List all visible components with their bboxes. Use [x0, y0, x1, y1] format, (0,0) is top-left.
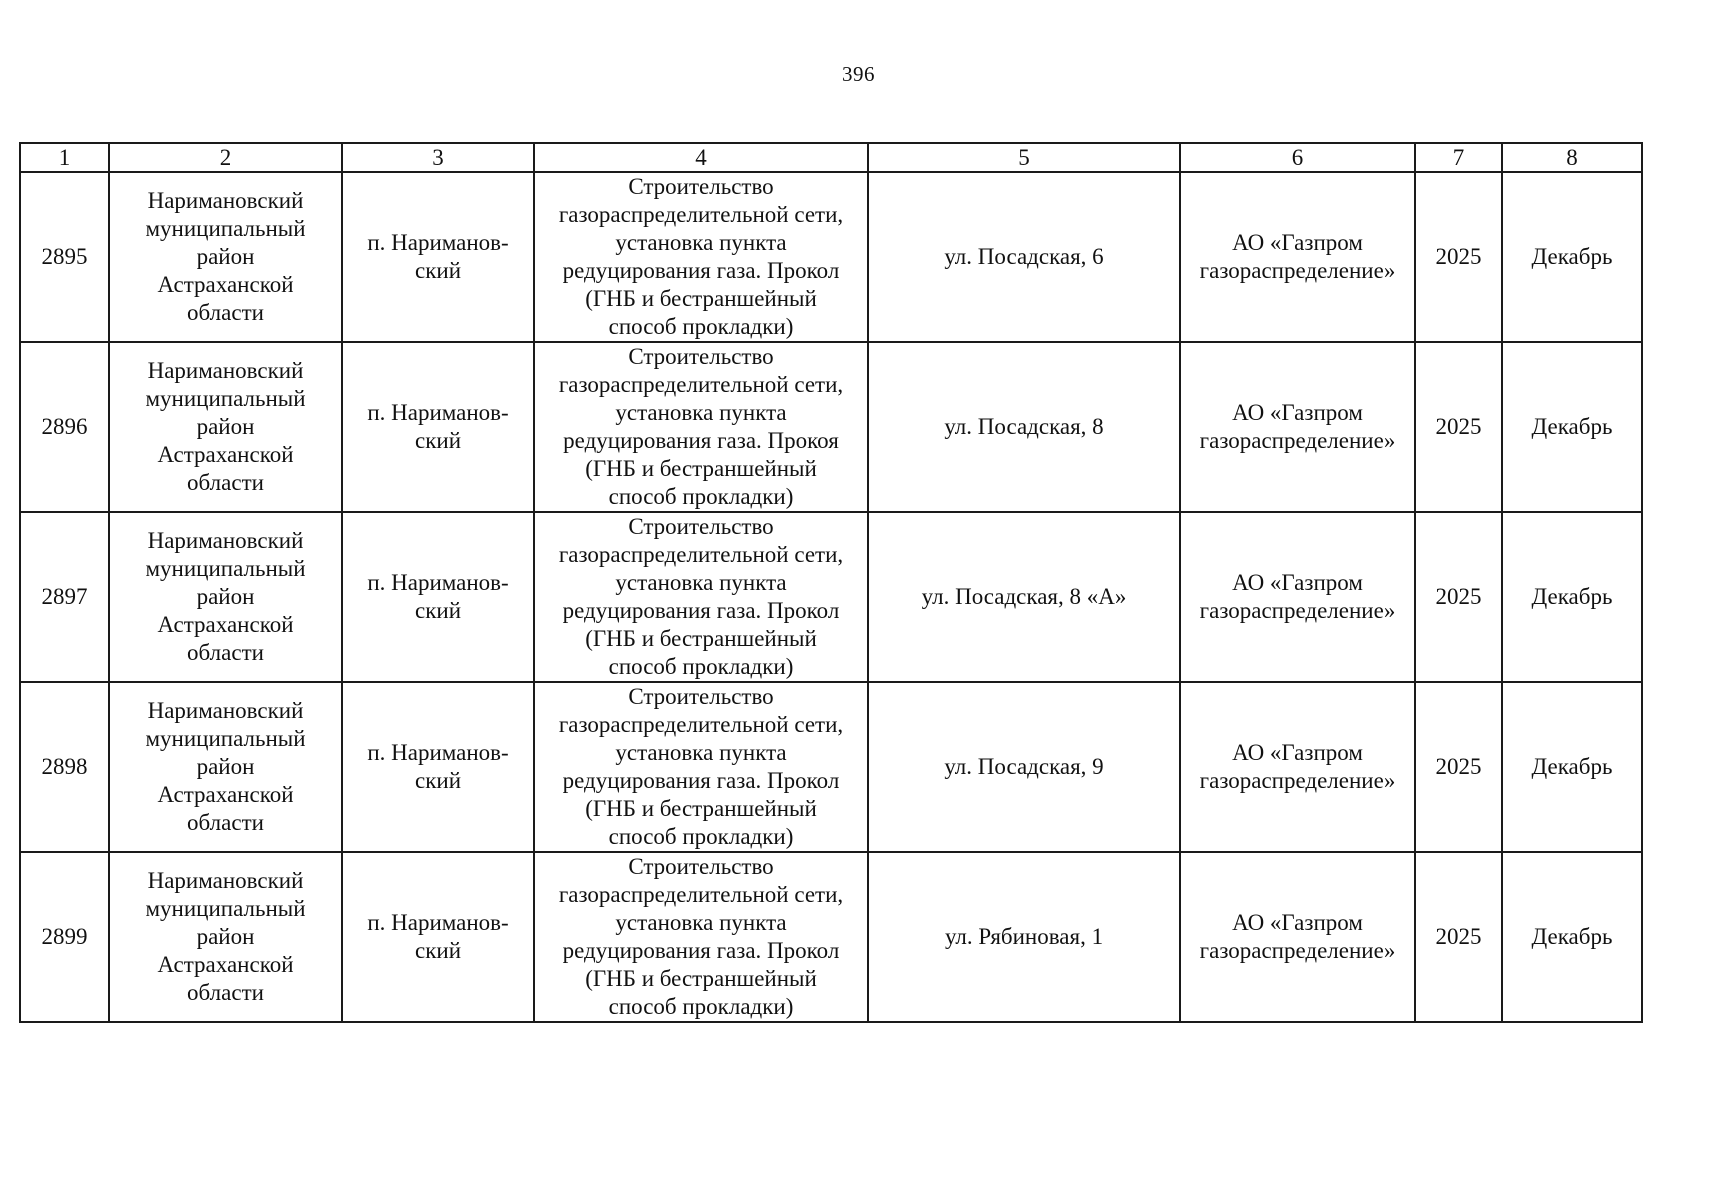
work-description-cell — [534, 512, 868, 682]
work-description-cell — [534, 172, 868, 342]
settlement-cell — [342, 512, 534, 682]
column-header: 3 — [342, 143, 534, 172]
district-cell-line: Наримановский — [147, 698, 304, 723]
district-cell-line: Астраханской — [157, 612, 294, 637]
work-description-cell-line: Строительство — [628, 174, 774, 199]
district-cell — [109, 172, 342, 342]
work-description-cell-line: редуцирования газа. Прокоя — [563, 428, 839, 453]
organization-cell — [1180, 512, 1415, 682]
work-description-cell-line: (ГНБ и бестраншейный — [585, 286, 817, 311]
row-number-cell: 2895 — [20, 172, 109, 342]
settlement-cell — [342, 342, 534, 512]
work-description-cell-line: редуцирования газа. Прокол — [562, 938, 840, 963]
settlement-cell — [342, 682, 534, 852]
table-row — [20, 852, 1642, 1022]
address-cell: ул. Посадская, 8 «А» — [868, 512, 1180, 682]
column-header: 7 — [1415, 143, 1502, 172]
year-cell: 2025 — [1415, 512, 1502, 682]
address-cell: ул. Рябиновая, 1 — [868, 852, 1180, 1022]
settlement-cell-line: п. Нариманов- — [367, 740, 509, 765]
work-description-cell-line: (ГНБ и бестраншейный — [585, 456, 817, 481]
district-cell-line: муниципальный — [145, 726, 306, 751]
work-description-cell — [534, 682, 868, 852]
organization-cell-line: газораспределение» — [1199, 938, 1396, 963]
organization-cell-line: АО «Газпром — [1232, 570, 1363, 595]
work-description-cell-line: газораспределительной сети, — [558, 372, 844, 397]
district-cell-line: Наримановский — [147, 358, 304, 383]
settlement-cell-line: ский — [415, 258, 461, 283]
organization-cell — [1180, 172, 1415, 342]
work-description-cell-line: установка пункта — [615, 230, 787, 255]
settlement-cell — [342, 172, 534, 342]
work-description-cell-line: газораспределительной сети, — [558, 542, 844, 567]
organization-cell-line: АО «Газпром — [1232, 400, 1363, 425]
table-row — [20, 512, 1642, 682]
column-header: 1 — [20, 143, 109, 172]
district-cell-line: Наримановский — [147, 528, 304, 553]
organization-cell — [1180, 682, 1415, 852]
district-cell-line: Астраханской — [157, 272, 294, 297]
organization-cell-line: газораспределение» — [1199, 428, 1396, 453]
organization-cell-line: газораспределение» — [1199, 258, 1396, 283]
district-cell-line: район — [196, 754, 255, 779]
work-description-cell-line: редуцирования газа. Прокол — [562, 258, 840, 283]
row-number-cell: 2899 — [20, 852, 109, 1022]
district-cell-line: район — [196, 924, 255, 949]
column-header: 5 — [868, 143, 1180, 172]
work-description-cell-line: установка пункта — [615, 910, 787, 935]
month-cell: Декабрь — [1502, 512, 1642, 682]
settlement-cell-line: ский — [415, 768, 461, 793]
work-description-cell-line: установка пункта — [615, 570, 787, 595]
work-description-cell-line: Строительство — [628, 344, 774, 369]
district-cell-line: области — [187, 640, 264, 665]
row-number-cell: 2897 — [20, 512, 109, 682]
district-cell — [109, 342, 342, 512]
settlement-cell-line: ский — [415, 428, 461, 453]
month-cell: Декабрь — [1502, 852, 1642, 1022]
organization-cell — [1180, 852, 1415, 1022]
column-header: 4 — [534, 143, 868, 172]
settlement-cell-line: ский — [415, 938, 461, 963]
settlement-cell-line: п. Нариманов- — [367, 400, 509, 425]
column-header: 2 — [109, 143, 342, 172]
work-description-cell-line: Строительство — [628, 684, 774, 709]
row-number-cell: 2896 — [20, 342, 109, 512]
district-cell-line: муниципальный — [145, 216, 306, 241]
month-cell: Декабрь — [1502, 682, 1642, 852]
work-description-cell-line: способ прокладки) — [608, 314, 794, 339]
works-table — [19, 142, 1643, 1023]
organization-cell-line: АО «Газпром — [1232, 740, 1363, 765]
table-row — [20, 342, 1642, 512]
settlement-cell — [342, 852, 534, 1022]
district-cell-line: области — [187, 470, 264, 495]
settlement-cell-line: п. Нариманов- — [367, 570, 509, 595]
table-row — [20, 172, 1642, 342]
year-cell: 2025 — [1415, 342, 1502, 512]
district-cell-line: район — [196, 584, 255, 609]
organization-cell-line: газораспределение» — [1199, 768, 1396, 793]
settlement-cell-line: п. Нариманов- — [367, 230, 509, 255]
district-cell-line: области — [187, 300, 264, 325]
district-cell-line: области — [187, 980, 264, 1005]
column-header: 6 — [1180, 143, 1415, 172]
work-description-cell-line: газораспределительной сети, — [558, 202, 844, 227]
organization-cell-line: АО «Газпром — [1232, 910, 1363, 935]
table-row — [20, 682, 1642, 852]
district-cell-line: район — [196, 414, 255, 439]
settlement-cell-line: ский — [415, 598, 461, 623]
work-description-cell-line: газораспределительной сети, — [558, 712, 844, 737]
organization-cell-line: АО «Газпром — [1232, 230, 1363, 255]
district-cell-line: Наримановский — [147, 868, 304, 893]
work-description-cell — [534, 852, 868, 1022]
month-cell: Декабрь — [1502, 342, 1642, 512]
month-cell: Декабрь — [1502, 172, 1642, 342]
work-description-cell-line: (ГНБ и бестраншейный — [585, 966, 817, 991]
district-cell-line: Наримановский — [147, 188, 304, 213]
work-description-cell-line: редуцирования газа. Прокол — [562, 768, 840, 793]
work-description-cell-line: (ГНБ и бестраншейный — [585, 796, 817, 821]
organization-cell — [1180, 342, 1415, 512]
year-cell: 2025 — [1415, 852, 1502, 1022]
work-description-cell-line: Строительство — [628, 514, 774, 539]
page-number: 396 — [842, 62, 875, 86]
district-cell-line: Астраханской — [157, 782, 294, 807]
work-description-cell-line: редуцирования газа. Прокол — [562, 598, 840, 623]
year-cell: 2025 — [1415, 682, 1502, 852]
district-cell-line: Астраханской — [157, 952, 294, 977]
district-cell-line: Астраханской — [157, 442, 294, 467]
settlement-cell-line: п. Нариманов- — [367, 910, 509, 935]
work-description-cell — [534, 342, 868, 512]
district-cell-line: муниципальный — [145, 386, 306, 411]
work-description-cell-line: (ГНБ и бестраншейный — [585, 626, 817, 651]
work-description-cell-line: газораспределительной сети, — [558, 882, 844, 907]
work-description-cell-line: способ прокладки) — [608, 654, 794, 679]
work-description-cell-line: способ прокладки) — [608, 994, 794, 1019]
district-cell-line: район — [196, 244, 255, 269]
district-cell-line: области — [187, 810, 264, 835]
district-cell — [109, 852, 342, 1022]
column-header: 8 — [1502, 143, 1642, 172]
work-description-cell-line: способ прокладки) — [608, 824, 794, 849]
address-cell: ул. Посадская, 9 — [868, 682, 1180, 852]
work-description-cell-line: Строительство — [628, 854, 774, 879]
column-number-row — [20, 143, 1642, 172]
district-cell-line: муниципальный — [145, 896, 306, 921]
year-cell: 2025 — [1415, 172, 1502, 342]
address-cell: ул. Посадская, 8 — [868, 342, 1180, 512]
district-cell — [109, 512, 342, 682]
work-description-cell-line: способ прокладки) — [608, 484, 794, 509]
organization-cell-line: газораспределение» — [1199, 598, 1396, 623]
work-description-cell-line: установка пункта — [615, 400, 787, 425]
work-description-cell-line: установка пункта — [615, 740, 787, 765]
district-cell-line: муниципальный — [145, 556, 306, 581]
address-cell: ул. Посадская, 6 — [868, 172, 1180, 342]
district-cell — [109, 682, 342, 852]
row-number-cell: 2898 — [20, 682, 109, 852]
